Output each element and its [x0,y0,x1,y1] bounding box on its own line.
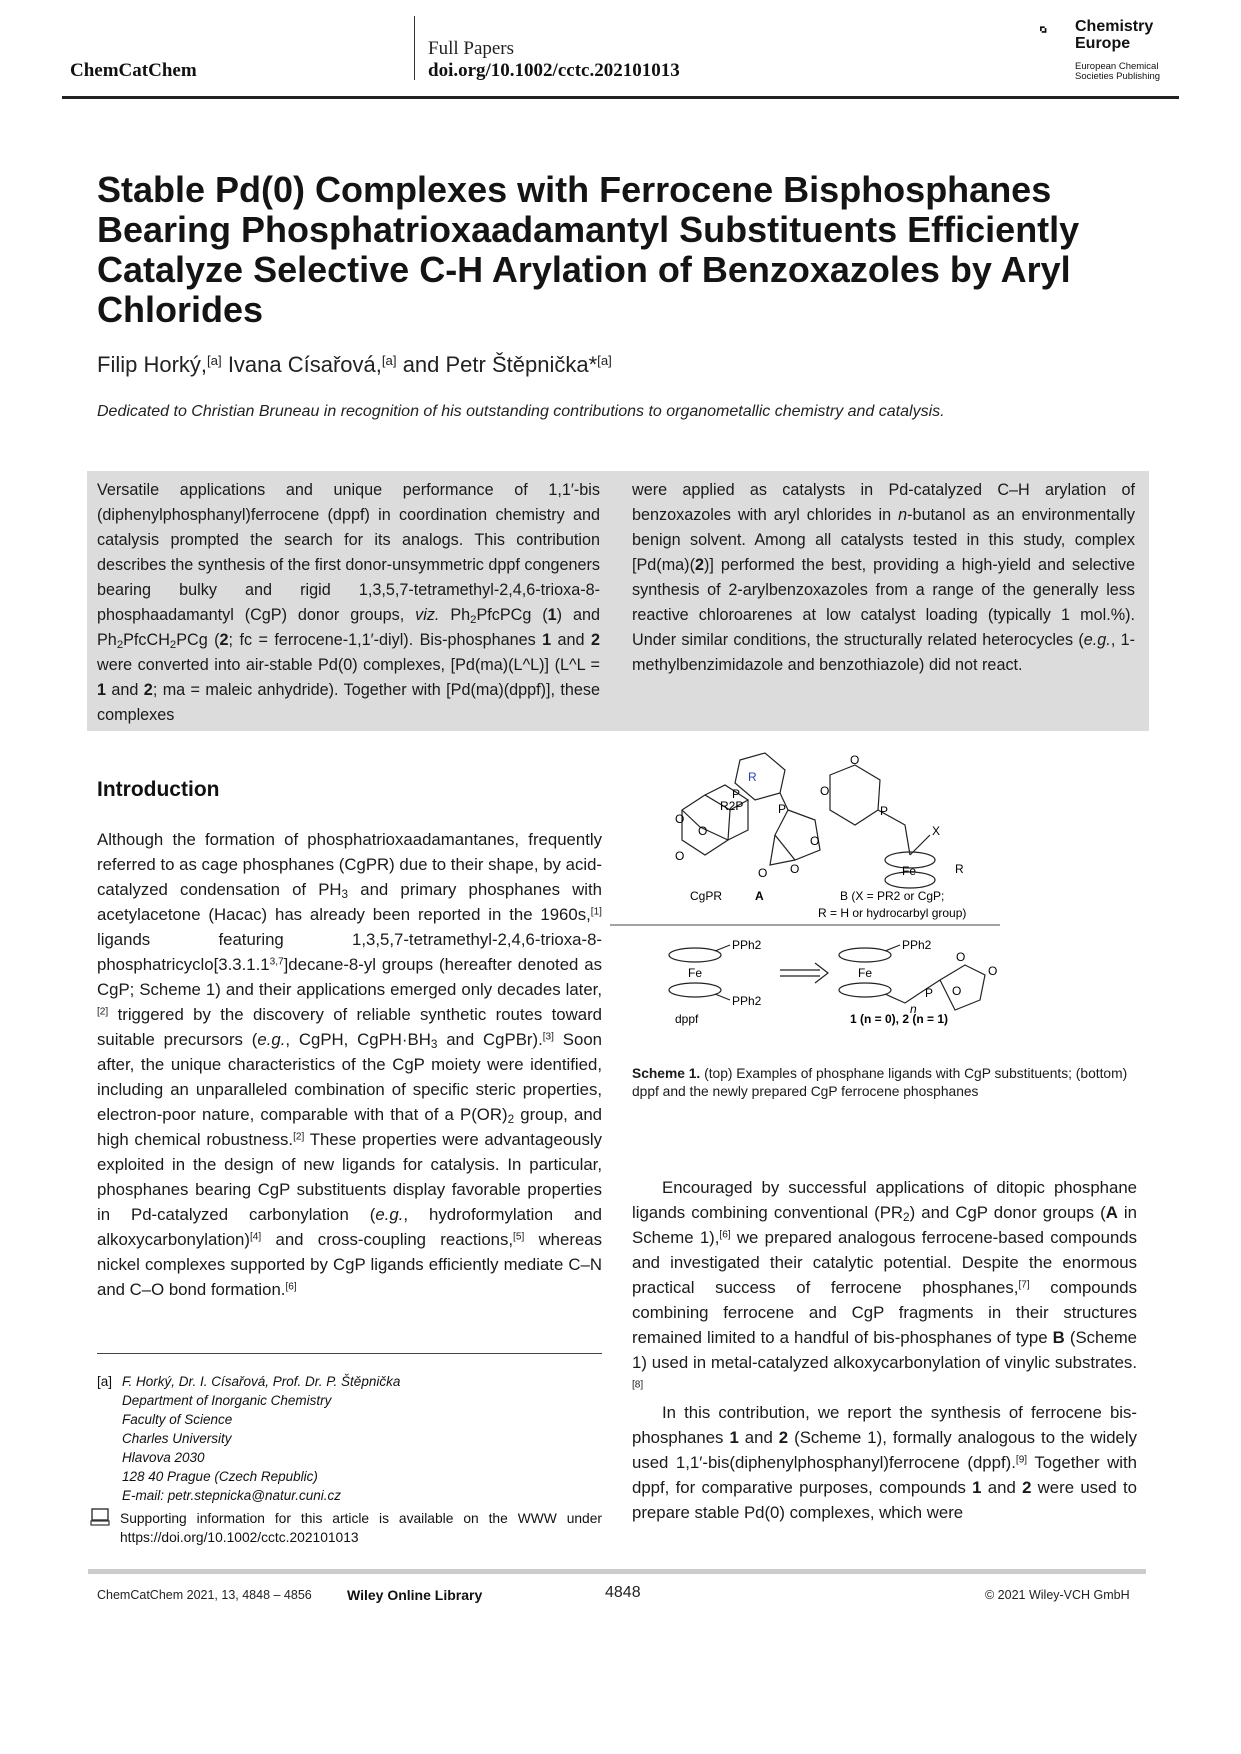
publisher-logo [1040,18,1070,48]
article-title: Stable Pd(0) Complexes with Ferrocene Bisphosphanes Bearing Phosphatrioxaadamantyl Substituents Efficiently Catalyze Selective C-H Arylation of Benzoxazoles by Aryl Chlorides [97,169,1080,330]
label-b-line2: R = H or hydrocarbyl group) [818,906,967,920]
author-3: and Petr Štěpnička* [402,352,598,377]
computer-icon [90,1508,110,1526]
atom-n: n [910,1002,917,1016]
atom-pph2: PPh2 [732,938,762,952]
atom-pph2: PPh2 [902,938,932,952]
atom-r: R [955,862,964,876]
publisher-subtitle: European Chemical [1075,61,1159,72]
atom-fe: Fe [688,966,703,980]
footer-library-link[interactable]: Wiley Online Library [347,1587,483,1603]
header-rule [62,96,1179,99]
atom-x: X [932,824,941,838]
reaction-arrow [780,963,828,983]
supporting-info-note: Supporting information for this article is available on the WWW under https://doi.org/10.1002/cctc.202101013 [120,1511,602,1545]
atom-o: O [675,849,685,863]
affiliation-line: Department of Inorganic Chemistry [122,1393,332,1408]
scheme-caption-text: (top) Examples of phosphane ligands with CgP substituents; (bottom) dppf and the newly prepared CgP ferrocene phosphanes [632,1066,1128,1099]
author-list [97,352,612,378]
scheme-caption-label: Scheme 1. [632,1066,701,1081]
atom-p: P [880,804,889,818]
atom-o: O [698,824,708,838]
page-number: 4848 [605,1584,641,1601]
atom-p: P [732,787,741,801]
ligand-b-structure [830,765,935,888]
author-1-affil: [a] [207,352,222,368]
author-2-affil: [a] [381,352,397,368]
atom-o: O [820,784,830,798]
affiliation-line: F. Horký, Dr. I. Císařová, Prof. Dr. P. Štěpnička [122,1374,401,1389]
affiliation-label: [a] [97,1374,113,1389]
author-3-affil: [a] [597,352,612,368]
atom-fe: Fe [902,864,917,878]
affiliation-line: 128 40 Prague (Czech Republic) [122,1469,318,1484]
atom-o: O [952,984,962,998]
section-heading: Introduction [97,778,220,801]
body-text-right: Encouraged by successful applications of ditopic phosphane ligands combining conventional $(PR_2)$ and CgP donor groups (A in Scheme 1),[6] we prepared analogous ferrocene-based compounds and investigated their catalytic potential. Despite the enormous practical success of ferrocene phosphanes,[7] compounds combining ferrocene and CgP fragments in their structures remained limited to a handful of bis-phosphanes of type B (Scheme 1) used in metal-catalyzed alkoxycarbonylation of vinylic substrates.[8] In this contribution, we report the synthesis of ferrocene bis-phosphanes 1 and 2 (Scheme 1), formally analogous to the widely used 1,1′-bis(diphenylphosphanyl)ferrocene (dppf).[9] Together with dppf, for comparative purposes, compounds 1 and 2 were used to prepare stable Pd(0) complexes, which were [632,1178,1138,1522]
author-2: Ivana Císařová, [227,352,382,377]
dedication: Dedicated to Christian Bruneau in recognition of his outstanding contributions to organometallic chemistry and catalysis. [97,403,945,420]
publisher-name-2: Europe [1075,35,1131,52]
introduction-text: Although the formation of phosphatrioxaadamantanes, frequently referred to as cage phosphanes (CgPR) due to their shape, by acid-catalyzed condensation of $PH_3$ and primary phosphanes with acetylacetone (Hacac) has already been reported in the 1960s,[1] ligands featuring 1,3,5,7-tetramethyl-2,4,6-trioxa-8-phosphatricyclo[3.3.1.1$^{3,7}$]decane-8-yl groups (hereafter denoted as CgP; Scheme 1) and their applications emerged only decades later,[2] triggered by the discovery of reliable synthetic routes toward suitable precursors (e.g., CgPH, $CgPH\cdot BH_3$ and CgPBr).[3] Soon after, the unique characteristics of the CgP moiety were identified, including an unparalleled combination of specific steric properties, electron-poor nature, comparable with that of a $P(OR)_2$ group, and high chemical robustness.[2] These properties were advantageously exploited in the design of new ligands for catalysis. In particular, phosphanes bearing CgP substituents display favorable properties in Pd-catalyzed carbonylation (e.g., hydroformylation and alkoxycarbonylation)[4] and cross-coupling reactions,[5] whereas nickel complexes supported by CgP ligands efficiently mediate C–N and C–O bond formation.[6] [97,830,602,1299]
label-products: 1 (n = 0), 2 (n = 1) [850,1012,949,1026]
label-dppf: dppf [675,1012,699,1026]
footnote-rule [97,1353,602,1354]
copyright: © 2021 Wiley-VCH GmbH [985,1588,1130,1602]
label-cgpr: CgPR [690,889,723,903]
atom-o: O [675,812,685,826]
atom-o: O [790,862,800,876]
header-divider [414,16,415,80]
atom-fe: Fe [858,966,873,980]
abstract-left-column: Versatile applications and unique performance of 1,1′-bis (diphenylphosphanyl)ferrocene (dppf) in coordination chemistry and catalysis prompted the search for its analogs. This contribution describes the synthesis of the first donor-unsymmetric dppf congeners bearing bulky and rigid 1,3,5,7-tetramethyl-2,4,6-trioxa-8-phosphaadamantyl (CgP) donor groups, viz. $Ph_2PfcPCg$ (1) and $Ph_2PfcCH_2PCg$ (2; fc = ferrocene-1,1′-diyl). Bis-phosphanes 1 and 2 were converted into air-stable Pd(0) complexes, [Pd(ma)(L^L)] (L^L = 1 and 2; ma = maleic anhydride). Together with [Pd(ma)(dppf)], these complexes [97,481,600,724]
atom-pph2: PPh2 [732,994,762,1008]
affiliation-line: Faculty of Science [122,1412,233,1427]
atom-p: P [925,986,934,1000]
atom-p: P [778,802,787,816]
atom-r2p: R2P [720,799,744,813]
atom-o: O [758,866,768,880]
doi-link[interactable]: doi.org/10.1002/cctc.202101013 [428,60,680,81]
abstract-right-column: were applied as catalysts in Pd-catalyzed C–H arylation of benzoxazoles with aryl chlorides in n-butanol as an environmentally benign solvent. Among all catalysts tested in this study, complex [Pd(ma)(2)] performed the best, providing a high-yield and selective synthesis of 2-arylbenzoxazoles from a range of the generally less reactive chloroarenes at low catalyst loading (typically 1 mol.%). Under similar conditions, the structurally related heterocycles (e.g., 1-methylbenzimidazole and benzothiazole) did not react. [632,481,1135,674]
affiliation-footnote [97,1372,602,1507]
footer-journal-ref: ChemCatChem 2021, 13, 4848 – 4856 [97,1588,312,1602]
footer-rule [88,1569,1146,1574]
affiliation-line: Hlavova 2030 [122,1450,205,1465]
atom-o: O [810,834,820,848]
journal-name: ChemCatChem [70,60,197,81]
section-label: Full Papers [428,38,515,59]
atom-r: R [748,770,757,784]
publisher-name: Chemistry [1075,18,1154,35]
publisher-subtitle-2: Societies Publishing [1075,71,1161,82]
atom-o: O [850,753,860,767]
affiliation-email[interactable]: E-mail: petr.stepnicka@natur.cuni.cz [122,1488,342,1503]
scheme-caption [632,1065,1137,1101]
label-a: A [755,889,764,903]
label-b-line1: B (X = PR2 or CgP; [840,889,945,903]
atom-o: O [988,964,998,978]
affiliation-line: Charles University [122,1431,232,1446]
atom-o: O [956,950,966,964]
scheme-1-figure [670,753,1110,1026]
author-1: Filip Horký, [97,352,208,377]
